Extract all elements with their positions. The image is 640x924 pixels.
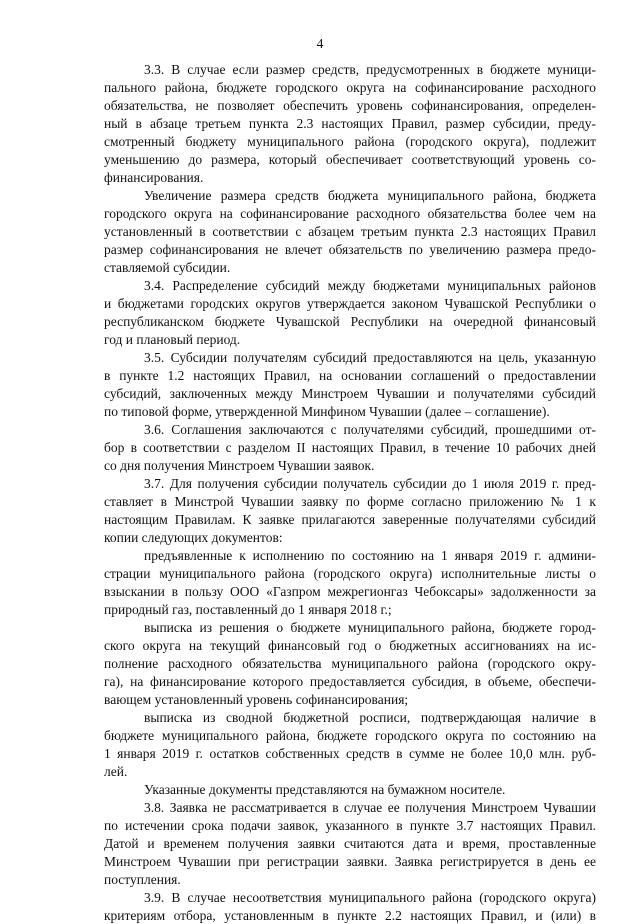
text-line: критериям отбора, установленным в пункте 2.2 настоящих Правил, и (или) в: [104, 908, 596, 923]
text-line: выписка из решения о бюджете муниципального района, бюджете город-: [144, 620, 596, 635]
text-line: настоящим Правилам. К заявке прилагаются заверенные получателями субсидий: [104, 512, 596, 527]
text-line: городского округа на софинансирование расходного обязательства более чем на: [104, 206, 596, 221]
text-line: 3.6. Соглашения заключаются с получателями субсидий, прошедшими от-: [144, 422, 596, 437]
text-line: поступления.: [104, 872, 181, 887]
text-line: по типовой форме, утвержденной Минфином Чувашии (далее – соглашение).: [104, 404, 550, 419]
text-line: лей.: [104, 764, 128, 779]
text-line: установленный в соответствии с абзацем третьим пункта 2.3 настоящих Правил: [104, 224, 596, 239]
text-line: год и плановый период.: [104, 332, 241, 347]
text-line: обязательства, не позволяет обеспечить уровень софинансирования, определен-: [104, 98, 596, 113]
text-line: взыскании в пользу ООО «Газпром межрегионгаз Чебоксары» задолженности за: [104, 584, 596, 599]
text-line: в пункте 1.2 настоящих Правил, на основании соглашений о предоставлении: [104, 368, 596, 383]
text-line: бюджете муниципального района, бюджете городского округа по состоянию на: [104, 728, 596, 743]
text-line: ставляет в Минстрой Чувашии заявку по форме согласно приложению № 1 к: [104, 494, 596, 509]
text-line: финансирования.: [104, 170, 204, 185]
text-line: ный в абзаце третьем пункта 2.3 настоящих Правил, размер субсидии, преду-: [104, 116, 596, 131]
text-line: пального района, бюджете городского округа на софинансирование расходного: [104, 80, 596, 95]
text-line: вающем установленный уровень софинансирования;: [104, 692, 409, 707]
text-line: 3.5. Субсидии получателям субсидий предоставляются на цель, указанную: [144, 350, 596, 365]
text-line: субсидий, заключенных между Минстроем Чувашии и получателями субсидий: [104, 386, 596, 401]
text-line: 3.8. Заявка не рассматривается в случае ее получения Минстроем Чувашии: [144, 800, 596, 815]
text-line: ского округа на текущий финансовый год о бюджетных ассигнованиях на ис-: [104, 638, 596, 653]
text-line: республиканском бюджете Чувашской Республики на очередной финансовый: [104, 314, 596, 329]
page-number: 4: [316, 36, 324, 51]
text-line: 3.7. Для получения субсидии получатель субсидии до 1 июля 2019 г. пред-: [144, 476, 596, 491]
text-line: природный газ, поставленный до 1 января 2018 г.;: [104, 602, 392, 617]
text-line: ставляемой субсидии.: [104, 260, 231, 275]
text-line: предъявленные к исполнению по состоянию на 1 января 2019 г. админи-: [144, 548, 596, 563]
text-line: бор в соответствии с разделом II настоящих Правил, в течение 10 рабочих дней: [104, 440, 596, 455]
text-line: и бюджетами городских округов утверждается законом Чувашской Республики о: [104, 296, 596, 311]
text-line: со дня получения Минстроем Чувашии заявок.: [104, 458, 375, 473]
text-line: уменьшению до размера, который обеспечивает соответствующий уровень со-: [104, 152, 596, 167]
text-line: выписка из сводной бюджетной росписи, подтверждающая наличие в: [144, 710, 596, 725]
text-line: 3.3. В случае если размер средств, предусмотренных в бюджете муници-: [144, 62, 596, 77]
text-line: Указанные документы представляются на бумажном носителе.: [144, 782, 506, 797]
text-line: размер софинансирования не влечет обязательств по увеличению размера предо-: [104, 242, 596, 257]
text-line: га), на финансирование которого предоставляется субсидия, в объеме, обеспечи-: [104, 674, 596, 689]
text-line: Минстроем Чувашии при регистрации заявки. Заявка регистрируется в день ее: [104, 854, 596, 869]
text-line: полнение расходного обязательства муниципального района (городского окру-: [104, 656, 596, 671]
text-line: Датой и временем получения заявки считаются дата и время, проставленные: [104, 836, 596, 851]
text-line: смотренный бюджету муниципального района (городского округа), подлежит: [104, 134, 596, 149]
text-line: 3.9. В случае несоответствия муниципального района (городского округа): [144, 890, 596, 905]
text-line: копии следующих документов:: [104, 530, 283, 545]
text-line: 3.4. Распределение субсидий между бюджетами муниципальных районов: [144, 278, 596, 293]
text-line: 1 января 2019 г. остатков собственных средств в сумме не более 10,0 млн. руб-: [104, 746, 596, 761]
text-line: Увеличение размера средств бюджета муниципального района, бюджета: [144, 188, 596, 203]
text-line: страции муниципального района (городского округа) исполнительные листы о: [104, 566, 596, 581]
text-line: по истечении срока подачи заявок, указанного в пункте 3.7 настоящих Правил.: [104, 818, 596, 833]
